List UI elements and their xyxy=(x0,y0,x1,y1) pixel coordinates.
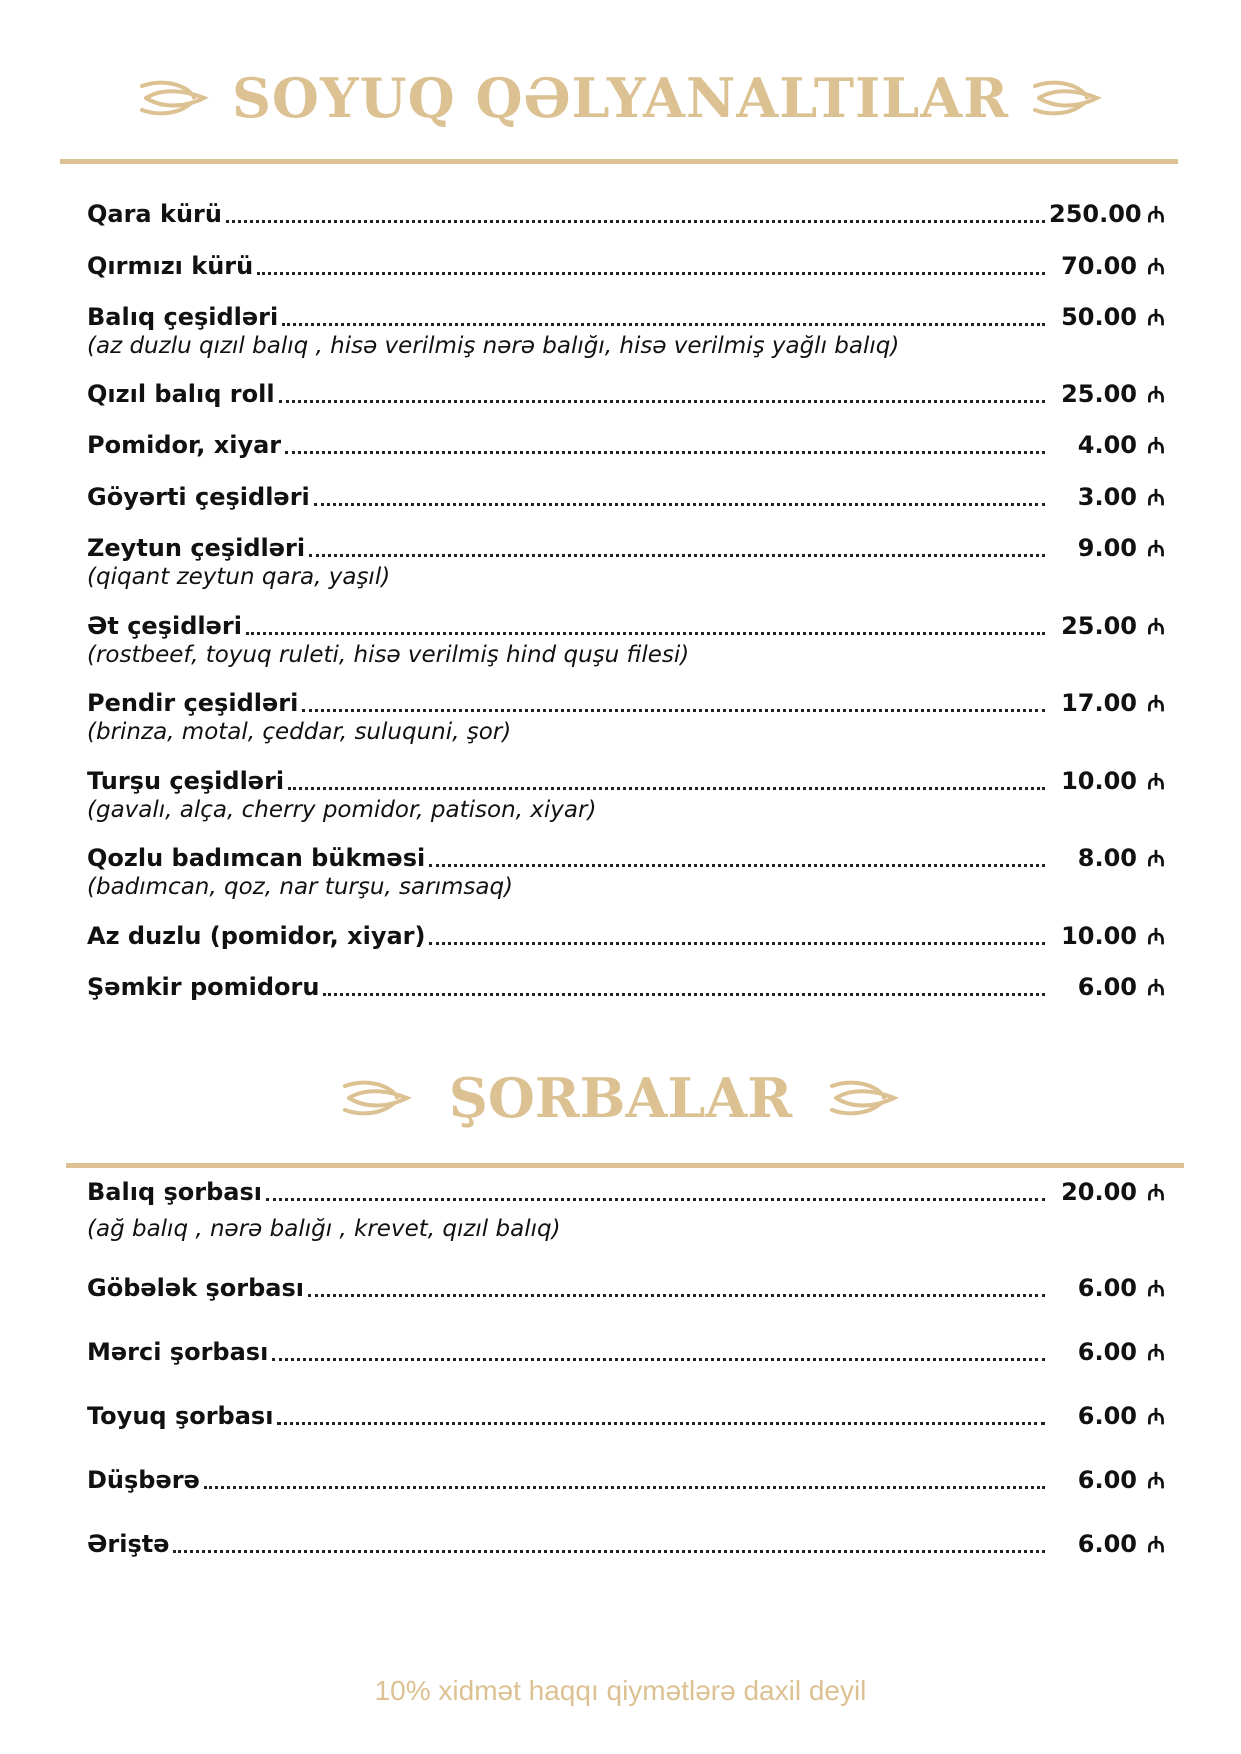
manat-currency-icon: ₼ xyxy=(1147,383,1165,408)
menu-item xyxy=(87,921,1165,951)
dot-leader xyxy=(277,1422,1045,1425)
manat-currency-icon: ₼ xyxy=(1147,770,1165,795)
menu-item-price: 6.00 xyxy=(1077,1530,1137,1558)
dot-leader xyxy=(266,1198,1045,1201)
menu-item-price: 6.00 xyxy=(1077,1274,1137,1302)
menu-item-row xyxy=(87,1529,1165,1559)
dot-leader xyxy=(302,709,1045,712)
menu-item xyxy=(87,430,1165,460)
menu-item-price: 17.00 xyxy=(1061,689,1137,717)
menu-item xyxy=(87,766,1165,824)
section-title-soups xyxy=(0,1058,1241,1138)
menu-item xyxy=(87,972,1165,1002)
manat-currency-icon: ₼ xyxy=(1147,615,1165,640)
menu-item-price: 250.00 xyxy=(1049,200,1142,228)
dot-leader xyxy=(429,864,1045,867)
manat-currency-icon: ₼ xyxy=(1147,255,1165,280)
menu-item xyxy=(87,843,1165,901)
menu-item-name: Əriştə xyxy=(87,1530,170,1558)
section-divider xyxy=(66,1163,1184,1168)
menu-item-row xyxy=(87,1465,1165,1495)
dot-leader xyxy=(204,1486,1045,1489)
section-divider xyxy=(60,159,1178,164)
menu-item-row xyxy=(87,688,1165,718)
menu-item-price: 6.00 xyxy=(1077,973,1137,1001)
menu-item-price: 50.00 xyxy=(1061,303,1137,331)
menu-item-description: (brinza, motal, çeddar, suluquni, şor) xyxy=(87,719,512,745)
menu-item xyxy=(87,1273,1165,1303)
dot-leader xyxy=(429,942,1045,945)
dot-leader xyxy=(279,400,1045,403)
menu-item-name: Zeytun çeşidləri xyxy=(87,534,306,562)
dot-leader xyxy=(314,503,1045,506)
manat-currency-icon: ₼ xyxy=(1147,537,1165,562)
menu-item-name: Az duzlu (pomidor, xiyar) xyxy=(87,922,426,950)
menu-item-row xyxy=(87,379,1165,409)
menu-item xyxy=(87,1529,1165,1559)
manat-currency-icon: ₼ xyxy=(1147,486,1165,511)
menu-item-name: Turşu çeşidləri xyxy=(87,767,285,795)
dot-leader xyxy=(173,1550,1045,1553)
menu-item-name: Balıq şorbası xyxy=(87,1178,262,1206)
menu-item-price: 6.00 xyxy=(1077,1402,1137,1430)
dot-leader xyxy=(282,323,1045,326)
menu-item-description: (az duzlu qızıl balıq , hisə verilmiş nərə balığı, hisə verilmiş yağlı balıq) xyxy=(87,333,900,359)
fish-icon xyxy=(828,1078,900,1118)
menu-item-row xyxy=(87,482,1165,512)
menu-item xyxy=(87,379,1165,409)
dot-leader xyxy=(323,993,1045,996)
menu-item xyxy=(87,302,1165,360)
menu-item-name: Balıq çeşidləri xyxy=(87,303,279,331)
menu-item-row xyxy=(87,1401,1165,1431)
dot-leader xyxy=(246,632,1045,635)
manat-currency-icon: ₼ xyxy=(1147,692,1165,717)
menu-item-row xyxy=(87,1177,1165,1207)
menu-item-row xyxy=(87,921,1165,951)
menu-item-price: 8.00 xyxy=(1077,844,1137,872)
menu-item-row xyxy=(87,843,1165,873)
menu-item-name: Qızıl balıq roll xyxy=(87,380,275,408)
menu-item-price: 10.00 xyxy=(1061,767,1137,795)
dot-leader xyxy=(308,1294,1045,1297)
manat-currency-icon: ₼ xyxy=(1147,203,1165,228)
dot-leader xyxy=(272,1358,1045,1361)
menu-item-price: 20.00 xyxy=(1061,1178,1137,1206)
menu-item-name: Toyuq şorbası xyxy=(87,1402,274,1430)
section-title-text: ŞORBALAR xyxy=(448,1066,793,1130)
menu-item xyxy=(87,1401,1165,1431)
manat-currency-icon: ₼ xyxy=(1147,1469,1165,1494)
menu-item-description: (rostbeef, toyuq ruleti, hisə verilmiş hind quşu filesi) xyxy=(87,642,690,668)
menu-item-price: 25.00 xyxy=(1061,612,1137,640)
menu-item-name: Qozlu badımcan bükməsi xyxy=(87,844,426,872)
menu-item-row xyxy=(87,972,1165,1002)
menu-item-name: Qırmızı kürü xyxy=(87,252,254,280)
menu-item xyxy=(87,199,1165,229)
menu-item xyxy=(87,1337,1165,1367)
menu-item-price: 9.00 xyxy=(1077,534,1137,562)
manat-currency-icon: ₼ xyxy=(1147,847,1165,872)
menu-item-row xyxy=(87,251,1165,281)
menu-item-price: 4.00 xyxy=(1077,431,1137,459)
dot-leader xyxy=(257,272,1045,275)
manat-currency-icon: ₼ xyxy=(1147,1405,1165,1430)
menu-item-name: Mərci şorbası xyxy=(87,1338,269,1366)
menu-item-row xyxy=(87,430,1165,460)
menu-item-description: (gavalı, alça, cherry pomidor, patison, xiyar) xyxy=(87,797,597,823)
menu-item xyxy=(87,1465,1165,1495)
menu-item xyxy=(87,611,1165,669)
menu-item-price: 10.00 xyxy=(1061,922,1137,950)
manat-currency-icon: ₼ xyxy=(1147,1181,1165,1206)
manat-currency-icon: ₼ xyxy=(1147,1533,1165,1558)
menu-item-row xyxy=(87,1273,1165,1303)
manat-currency-icon: ₼ xyxy=(1147,976,1165,1001)
dot-leader xyxy=(226,220,1045,223)
section-title-text: SOYUQ QƏLYANALTILAR xyxy=(231,66,1010,130)
fish-icon xyxy=(138,78,210,118)
menu-item xyxy=(87,251,1165,281)
menu-item-price: 25.00 xyxy=(1061,380,1137,408)
dot-leader xyxy=(309,554,1045,557)
menu-item-row xyxy=(87,611,1165,641)
menu-item-name: Qara kürü xyxy=(87,200,222,228)
manat-currency-icon: ₼ xyxy=(1147,1341,1165,1366)
menu-item-row xyxy=(87,533,1165,563)
menu-item-name: Ət çeşidləri xyxy=(87,612,242,640)
menu-item-row xyxy=(87,1337,1165,1367)
service-charge-note: 10% xidmət haqqı qiymətlərə daxil deyil xyxy=(374,1675,867,1706)
dot-leader xyxy=(285,451,1045,454)
fish-icon xyxy=(341,1078,413,1118)
menu-item-name: Şəmkir pomidoru xyxy=(87,973,320,1001)
menu-item xyxy=(87,533,1165,591)
menu-item-description: (ağ balıq , nərə balığı , krevet, qızıl balıq) xyxy=(87,1216,561,1242)
menu-item-name: Düşbərə xyxy=(87,1466,200,1494)
menu-item xyxy=(87,688,1165,746)
section-title-cold-appetizers xyxy=(0,58,1241,138)
manat-currency-icon: ₼ xyxy=(1147,434,1165,459)
menu-item-price: 70.00 xyxy=(1061,252,1137,280)
menu-item-price: 3.00 xyxy=(1077,483,1137,511)
menu-item-row xyxy=(87,766,1165,796)
menu-item xyxy=(87,482,1165,512)
menu-item-name: Pendir çeşidləri xyxy=(87,689,299,717)
menu-item-name: Göyərti çeşidləri xyxy=(87,483,310,511)
manat-currency-icon: ₼ xyxy=(1147,306,1165,331)
menu-item-row xyxy=(87,302,1165,332)
menu-item-name: Pomidor, xiyar xyxy=(87,431,282,459)
menu-item-price: 6.00 xyxy=(1077,1338,1137,1366)
menu-item xyxy=(87,1177,1165,1243)
menu-item-row xyxy=(87,199,1165,229)
menu-item-name: Göbələk şorbası xyxy=(87,1274,304,1302)
menu-item-price: 6.00 xyxy=(1077,1466,1137,1494)
menu-item-description: (qiqant zeytun qara, yaşıl) xyxy=(87,564,391,590)
dot-leader xyxy=(288,787,1045,790)
manat-currency-icon: ₼ xyxy=(1147,1277,1165,1302)
fish-icon xyxy=(1031,78,1103,118)
manat-currency-icon: ₼ xyxy=(1147,925,1165,950)
menu-item-description: (badımcan, qoz, nar turşu, sarımsaq) xyxy=(87,874,514,900)
